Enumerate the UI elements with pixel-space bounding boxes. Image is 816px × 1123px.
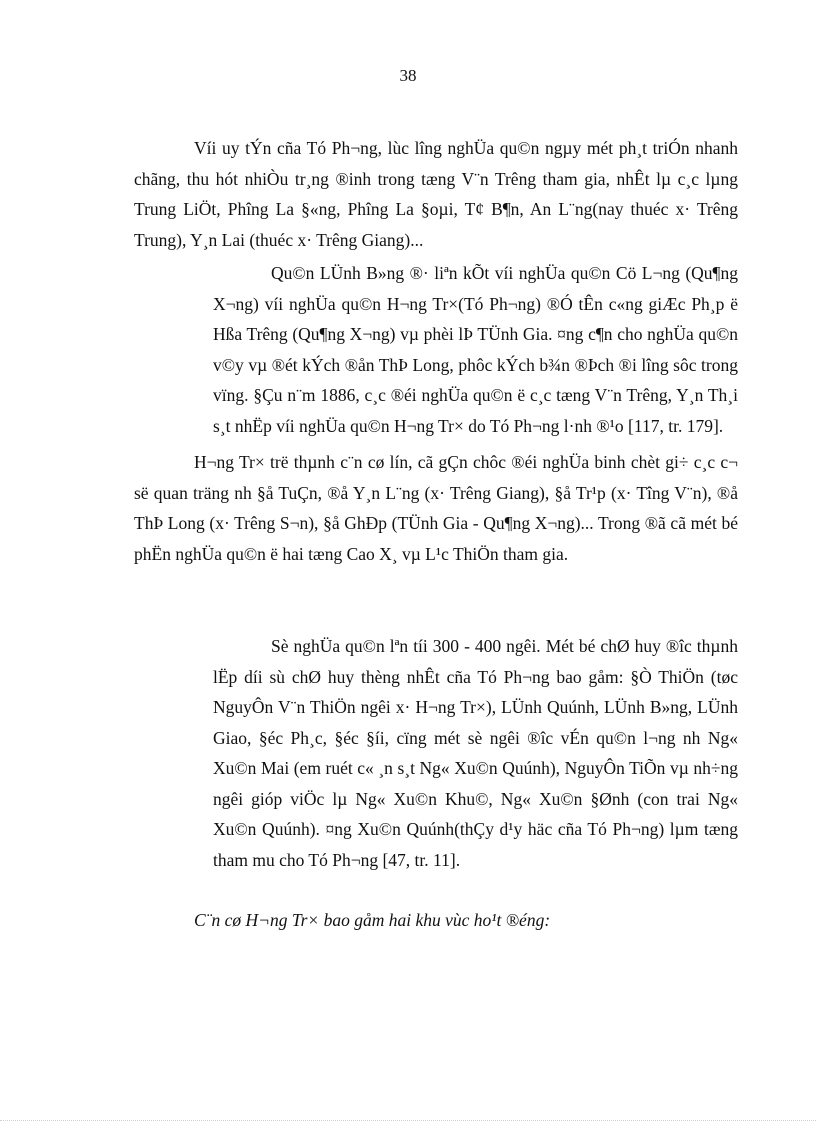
page-number: 38 — [399, 66, 417, 85]
section-heading: C¨n cø H¬ng Tr× bao gåm hai khu vùc ho¹t ®éng: — [194, 910, 551, 930]
body-paragraph-1: Víi uy tÝn cña Tó Ph¬ng, lùc lîng nghÜa qu©n ngµy mét ph¸t triÓn nhanh chãng, thu hót nhiÒu tr¸ng ®inh trong tæng V¨n Trêng tham gia, nhÊt lµ c¸c lµng Trung LiÖt, Phîng La §«ng, Phîng La §oµi, T¢ B¶n, An L¨ng(nay thuéc x· Trêng Trung), Y¸n Lai (thuéc x· Trêng Giang)... — [134, 138, 738, 250]
body-paragraph-2: H¬ng Tr× trë thµnh c¨n cø lín, cã gÇn chôc ®éi nghÜa binh chèt gi÷ c¸c c¬ së quan träng nh §å TuÇn, ®å Y¸n L¨ng (x· Trêng Giang), §å Tr¹p (x· Tîng V¨n), ®å ThÞ Long (x· Trêng S¬n), §å GhÐp (TÜnh Gia - Qu¶ng X¬ng)... Trong ®ã cã mét bé phËn nghÜa qu©n ë hai tæng Cao X¸ vµ L¹c ThiÖn tham gia. — [134, 452, 738, 564]
quoted-paragraph-1: Qu©n LÜnh B»ng ®· liªn kÕt víi nghÜa qu©n Cö L¬ng (Qu¶ng X¬ng) víi nghÜa qu©n H¬ng Tr×(Tó Ph¬ng) ®Ó tÊn c«ng giÆc Ph¸p ë Hßa Trêng (Qu¶ng X¬ng) vµ phèi lÞ TÜnh Gia. ¤ng c¶n cho nghÜa qu©n v©y vµ ®ét kÝch ®ån ThÞ Long, phôc kÝch b¾n ®Þch ®i lîng sôc trong vïng. §Çu n¨m 1886, c¸c ®éi nghÜa qu©n ë c¸c tæng V¨n Trêng, Y¸n Th¸i s¸t nhËp víi nghÜa qu©n H¬ng Tr× do Tó Ph¬ng l·nh ®¹o [117, tr. 179]. — [213, 263, 738, 436]
page-bottom-divider — [0, 1120, 816, 1121]
quoted-paragraph-2: Sè nghÜa qu©n lªn tíi 300 - 400 ngêi. Mét bé chØ huy ®îc thµnh lËp díi sù chØ huy thèng nhÊt cña Tó Ph¬ng bao gåm: §Ò ThiÖn (tøc NguyÔn V¨n ThiÖn ngêi x· H¬ng Tr×), LÜnh Quúnh, LÜnh B»ng, LÜnh Giao, §éc Ph¸c, §éc §íi, cïng mét sè ngêi ®îc vÉn qu©n l¬ng nh Ng« Xu©n Mai (em ruét c« ¸n s¸t Ng« Xu©n Quúnh), NguyÔn TiÕn vµ nh÷ng ngêi gióp viÖc lµ Ng« Xu©n Khu©, Ng« Xu©n §Ønh (con trai Ng« Xu©n Quúnh). ¤ng Xu©n Quúnh(thÇy d¹y häc cña Tó Ph¬ng) lµm tæng tham mu cho Tó Ph¬ng [47, tr. 11]. — [213, 636, 738, 870]
